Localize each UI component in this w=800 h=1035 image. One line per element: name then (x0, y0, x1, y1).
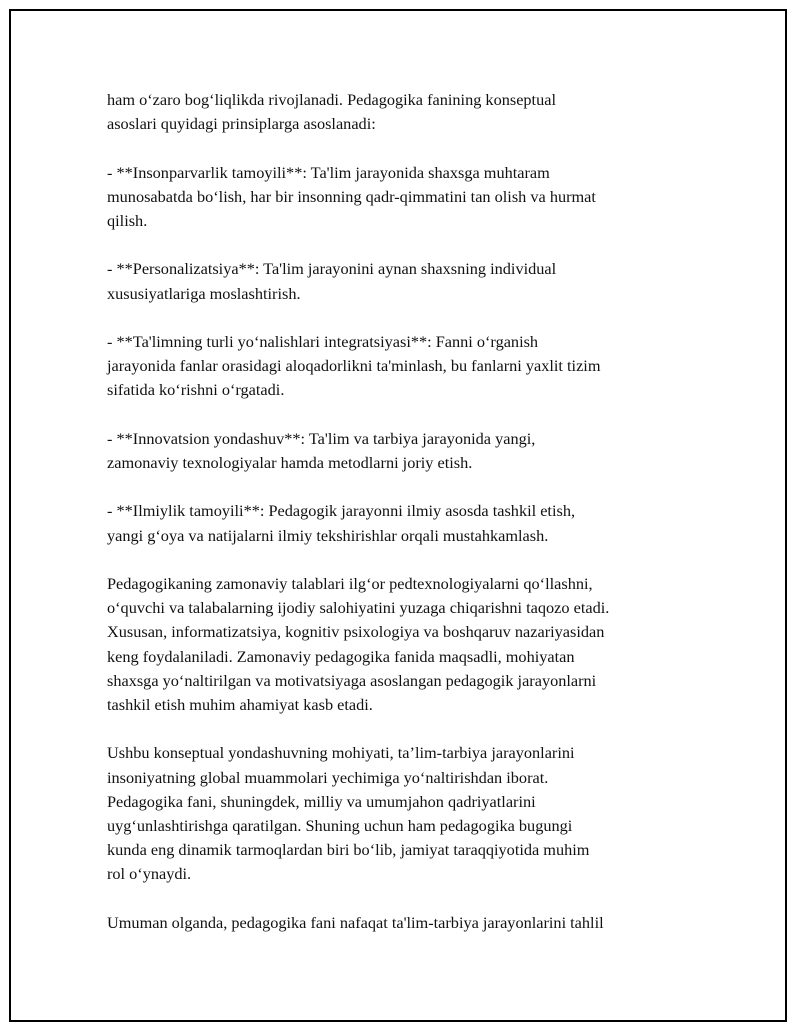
text-line: keng foydalaniladi. Zamonaviy pedagogika fanida maqsadli, mohiyatan (107, 646, 575, 666)
list-item-integratsiya (107, 330, 687, 403)
text-line: tashkil etish muhim ahamiyat kasb etadi. (107, 694, 373, 714)
text-line: asoslari quyidagi prinsiplarga asoslanadi: (107, 114, 376, 134)
text-line: Pedagogika fani, shuningdek, milliy va umumjahon qadriyatlarini (107, 791, 536, 811)
list-item-ilmiylik (107, 499, 687, 547)
text-line: uyg‘unlashtirishga qaratilgan. Shuning uchun ham pedagogika bugungi (107, 815, 573, 835)
text-line: kunda eng dinamik tarmoqlardan biri bo‘lib, jamiyat taraqqiyotida muhim (107, 840, 590, 860)
document-body (107, 88, 687, 959)
text-line: rol o‘ynaydi. (107, 864, 192, 884)
text-line: Pedagogikaning zamonaviy talablari ilg‘or pedtexnologiyalarni qo‘llashni, (107, 573, 593, 593)
text-line: ham o‘zaro bog‘liqlikda rivojlanadi. Pedagogika fanining konseptual (107, 90, 556, 109)
list-item-innovatsion (107, 427, 687, 475)
text-line: zamonaviy texnologiyalar hamda metodlarni joriy etish. (107, 452, 473, 472)
paragraph-intro (107, 88, 687, 136)
text-line: - **Ilmiylik tamoyili**: Pedagogik jarayonni ilmiy asosda tashkil etish, (107, 501, 576, 521)
text-line: yangi g‘oya va natijalarni ilmiy tekshirishlar orqali mustahkamlash. (107, 525, 549, 545)
list-item-insonparvarlik (107, 161, 687, 234)
text-line: shaxsga yo‘naltirilgan va motivatsiyaga asoslangan pedagogik jarayonlarni (107, 670, 597, 690)
text-line: o‘quvchi va talabalarning ijodiy salohiyatini yuzaga chiqarishni taqozo etadi. (107, 598, 610, 618)
text-line: - **Innovatsion yondashuv**: Ta'lim va tarbiya jarayonida yangi, (107, 428, 536, 448)
text-line: - **Insonparvarlik tamoyili**: Ta'lim jarayonida shaxsga muhtaram (107, 162, 550, 182)
text-line: - **Personalizatsiya**: Ta'lim jarayonini aynan shaxsning individual (107, 259, 557, 279)
text-line: Ushbu konseptual yondashuvning mohiyati, ta’lim-tarbiya jarayonlarini (107, 743, 575, 763)
text-line: qilish. (107, 211, 148, 230)
list-item-personalizatsiya (107, 257, 687, 305)
paragraph-zamonaviy-talablar (107, 572, 687, 717)
text-line: - **Ta'limning turli yo‘nalishlari integratsiyasi**: Fanni o‘rganish (107, 331, 539, 351)
text-line: insoniyatning global muammolari yechimiga yo‘naltirishdan iborat. (107, 767, 549, 787)
text-line: Umuman olganda, pedagogika fani nafaqat ta'lim-tarbiya jarayonlarini tahlil (107, 912, 604, 932)
text-line: Xususan, informatizatsiya, kognitiv psixologiya va boshqaruv nazariyasidan (107, 622, 605, 642)
text-line: jarayonida fanlar orasidagi aloqadorlikni ta'minlash, bu fanlarni yaxlit tizim (107, 356, 601, 376)
text-line: sifatida ko‘rishni o‘rgatadi. (107, 380, 285, 400)
text-line: xususiyatlariga moslashtirish. (107, 283, 301, 303)
text-line: munosabatda bo‘lish, har bir insonning qadr-qimmatini tan olish va hurmat (107, 186, 596, 206)
paragraph-umuman-olganda (107, 911, 687, 935)
paragraph-konseptual-yondashuv (107, 741, 687, 886)
